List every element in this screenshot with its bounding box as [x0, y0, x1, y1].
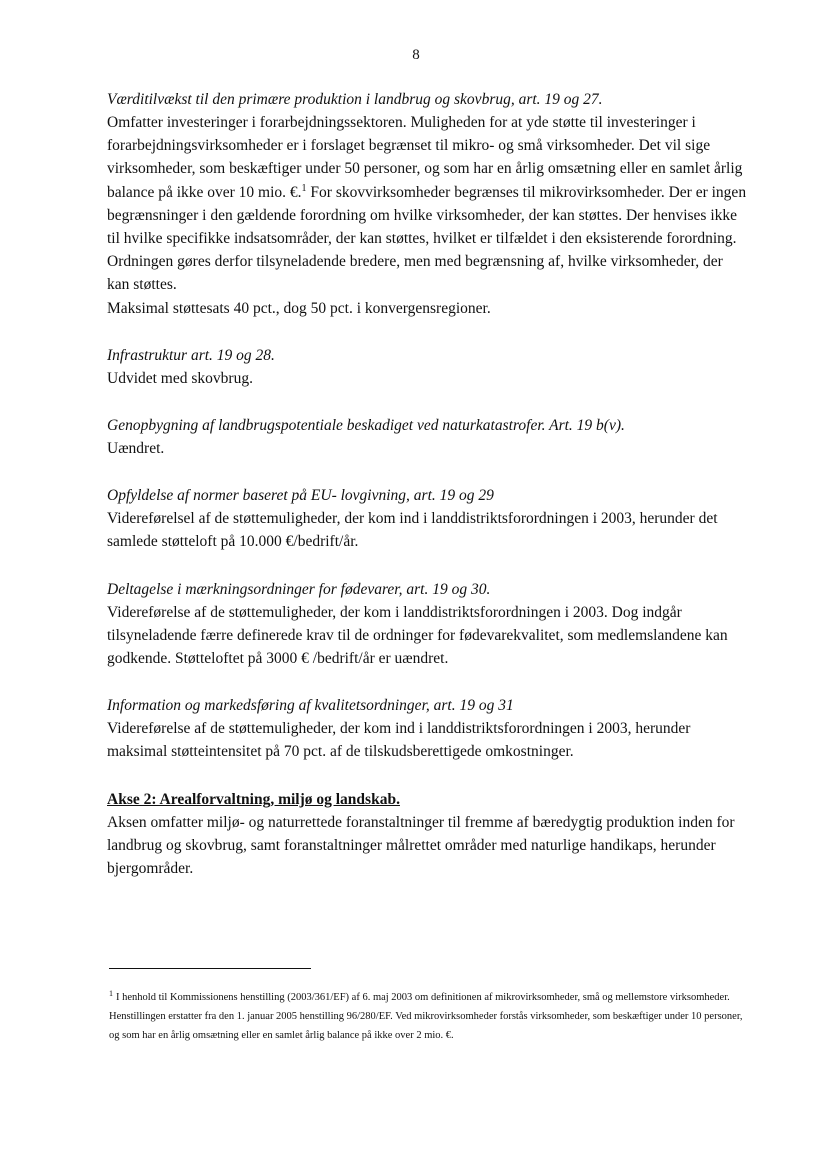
section-body — [107, 111, 747, 297]
section-opfyldelse-normer — [107, 484, 747, 553]
footnote-marker: 1 — [109, 988, 113, 998]
page-content — [107, 88, 747, 880]
section-body: Videreførelse af de støttemuligheder, der kom ind i landdistriktsforordningen i 2003, herunder maksimal støtteintensitet på 70 pct. af de tilskudsberettigede omkostninger. — [107, 720, 691, 761]
section-maerkningsordninger — [107, 578, 747, 671]
body-text-continued: For skovvirksomheder begrænses til mikrovirksomheder. Der er ingen begrænsninger i den gældende forordning om hvilke virksomheder, der kan støttes. Der henvises ikke til hvilke specifikke indsatsområder, der kan støttes, hvilket er tilfældet i den eksisterende forordning. Ordningen gøres derfor tilsyneladende bredere, men med begrænsning af, hvilke virksomheder, der kan støttes. — [107, 183, 747, 294]
section-body: Uændret. — [107, 440, 165, 458]
section-genopbygning — [107, 414, 747, 460]
section-akse-2 — [107, 788, 747, 881]
footnote-text: I henhold til Kommissionens henstilling (2003/361/EF) af 6. maj 2003 om definitionen af mikrovirksomheder, små og mellemstore virksomheder. Henstillingen erstatter fra den 1. januar 2005 henstilling 96/280/EF. Ved mikrovirksomheder forstås virksomheder, som beskæftiger under 10 personer, og som har en årlig omsætning eller en samlet årlig balance på ikke over 2 mio. €. — [109, 992, 743, 1041]
section-vaerditilvaekst — [107, 88, 747, 320]
section-body: Udvidet med skovbrug. — [107, 369, 253, 387]
section-body: Videreførelsel af de støttemuligheder, der kom ind i landdistriktsforordningen i 2003, herunder det samlede støtteloft på 10.000 €/bedrift/år. — [107, 510, 718, 551]
footnote — [109, 988, 745, 1045]
section-heading: Information og markedsføring af kvalitetsordninger, art. 19 og 31 — [107, 697, 514, 715]
footnote-divider — [109, 968, 311, 969]
body-text: Omfatter investeringer i forarbejdningssektoren. Muligheden for at yde støtte til investeringer i forarbejdningsvirksomheder er i forslaget begrænset til mikro- og små virksomheder. Det vil sige virksomheder, som beskæftiger under 50 personer, og som har en årlig omsætning eller en samlet årlig balance på ikke over 10 mio. €. — [107, 114, 743, 201]
section-heading: Værditilvækst til den primære produktion i landbrug og skovbrug, art. 19 og 27. — [107, 91, 603, 108]
axis-heading: Akse 2: Arealforvaltning, miljø og landskab. — [107, 790, 400, 808]
page-number: 8 — [412, 47, 420, 63]
section-heading: Infrastruktur art. 19 og 28. — [107, 346, 275, 364]
section-body: Videreførelse af de støttemuligheder, der kom i landdistriktsforordningen i 2003. Dog indgår tilsyneladende færre definerede krav til de ordninger for fødevarekvalitet, som medlemslandene kan godkende. Støtteloftet på 3000 € /bedrift/år er uændret. — [107, 603, 728, 668]
section-heading: Genopbygning af landbrugspotentiale beskadiget ved naturkatastrofer. Art. 19 b(v). — [107, 417, 625, 435]
axis-body: Aksen omfatter miljø- og naturrettede foranstaltninger til fremme af bæredygtig produktion inden for landbrug og skovbrug, samt foranstaltninger målrettet områder med naturlige handikaps, herunder bjergområder. — [107, 813, 735, 878]
section-body-extra: Maksimal støttesats 40 pct., dog 50 pct. i konvergensregioner. — [107, 299, 491, 317]
section-heading: Opfyldelse af normer baseret på EU- lovgivning, art. 19 og 29 — [107, 487, 494, 505]
footnote-reference[interactable]: 1 — [301, 182, 307, 194]
section-information-markedsfoering — [107, 694, 747, 763]
section-infrastruktur — [107, 344, 747, 390]
section-heading: Deltagelse i mærkningsordninger for fødevarer, art. 19 og 30. — [107, 580, 491, 598]
